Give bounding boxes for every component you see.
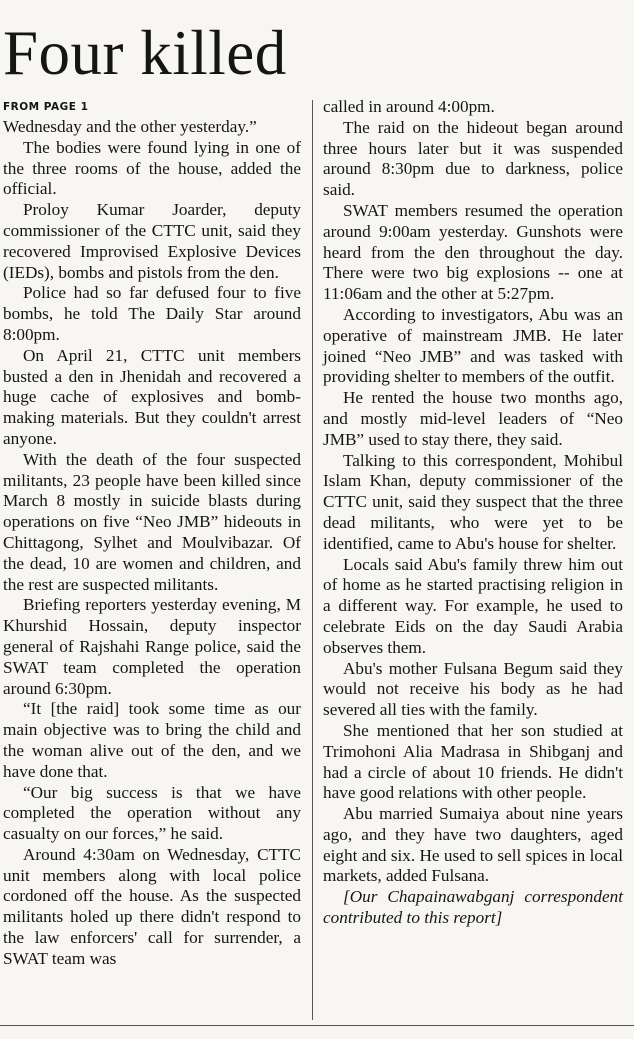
article-column-left: [3, 97, 301, 970]
paragraph: Police had so far defused four to five bombs, he told The Daily Star around 8:00pm.: [3, 283, 301, 344]
paragraph: Proloy Kumar Joarder, deputy commissioner of the CTTC unit, said they recovered Improvised Explosive Devices (IEDs), bombs and pistols from the den.: [3, 200, 301, 282]
paragraph: Abu married Sumaiya about nine years ago, and they have two daughters, aged eight and six. He used to sell spices in local markets, added Fulsana.: [323, 804, 623, 886]
article-column-right: [323, 97, 623, 929]
headline: Four killed: [3, 18, 287, 88]
paragraph: “Our big success is that we have completed the operation without any casualty on our forces,” he said.: [3, 782, 301, 844]
continued-from-kicker: FROM PAGE 1: [3, 101, 89, 113]
paragraph: Wednesday and the other yesterday.”: [3, 117, 257, 136]
paragraph: He rented the house two months ago, and mostly mid-level leaders of “Neo JMB” used to stay there, they said.: [323, 388, 623, 449]
paragraph: SWAT members resumed the operation around 9:00am yesterday. Gunshots were heard from the den throughout the day. There were two big explosions -- one at 11:06am and the other at 5:27pm.: [323, 200, 623, 304]
paragraph: Locals said Abu's family threw him out of home as he started practising religion in a different way. For example, he used to celebrate Eids on the day Saudi Arabia observes them.: [323, 554, 623, 657]
paragraph: Talking to this correspondent, Mohibul Islam Khan, deputy commissioner of the CTTC unit, said they suspect that the three dead militants, who were yet to be identified, came to Abu's house for shelter.: [323, 450, 623, 553]
paragraph: The bodies were found lying in one of the three rooms of the house, added the official.: [3, 137, 301, 199]
column-divider: [312, 100, 313, 1020]
paragraph: She mentioned that her son studied at Trimohoni Alia Madrasa in Shibganj and had a circle of about 10 friends. He didn't have good relations with other people.: [323, 720, 623, 803]
correspondent-credit: [Our Chapainawabganj correspondent contributed to this report]: [323, 887, 623, 928]
paragraph: The raid on the hideout began around three hours later but it was suspended around 8:30pm due to darkness, police said.: [323, 117, 623, 200]
bottom-rule: [0, 1025, 634, 1026]
paragraph: Briefing reporters yesterday evening, M Khurshid Hossain, deputy inspector general of Rajshahi Range police, said the SWAT team completed the operation around 6:30pm.: [3, 595, 301, 698]
paragraph: Around 4:30am on Wednesday, CTTC unit members along with local police cordoned off the house. As the suspected militants holed up there didn't respond to the law enforcers' call for surrender, a SWAT team was: [3, 844, 301, 968]
paragraph: According to investigators, Abu was an operative of mainstream JMB. He later joined “Neo JMB” and was tasked with providing shelter to members of the outfit.: [323, 304, 623, 387]
paragraph: called in around 4:00pm.: [323, 97, 495, 116]
paragraph: With the death of the four suspected militants, 23 people have been killed since March 8 mostly in suicide blasts during operations on five “Neo JMB” hideouts in Chittagong, Sylhet and Moulvibazar. Of the dead, 10 are women and children, and the rest are suspected militants.: [3, 449, 301, 594]
paragraph: “It [the raid] took some time as our main objective was to bring the child and the woman alive out of the den, and we have done that.: [3, 699, 301, 781]
paragraph: On April 21, CTTC unit members busted a den in Jhenidah and recovered a huge cache of explosives and bomb-making materials. But they couldn't arrest anyone.: [3, 345, 301, 448]
paragraph: Abu's mother Fulsana Begum said they would not receive his body as he had severed all ties with the family.: [323, 658, 623, 720]
